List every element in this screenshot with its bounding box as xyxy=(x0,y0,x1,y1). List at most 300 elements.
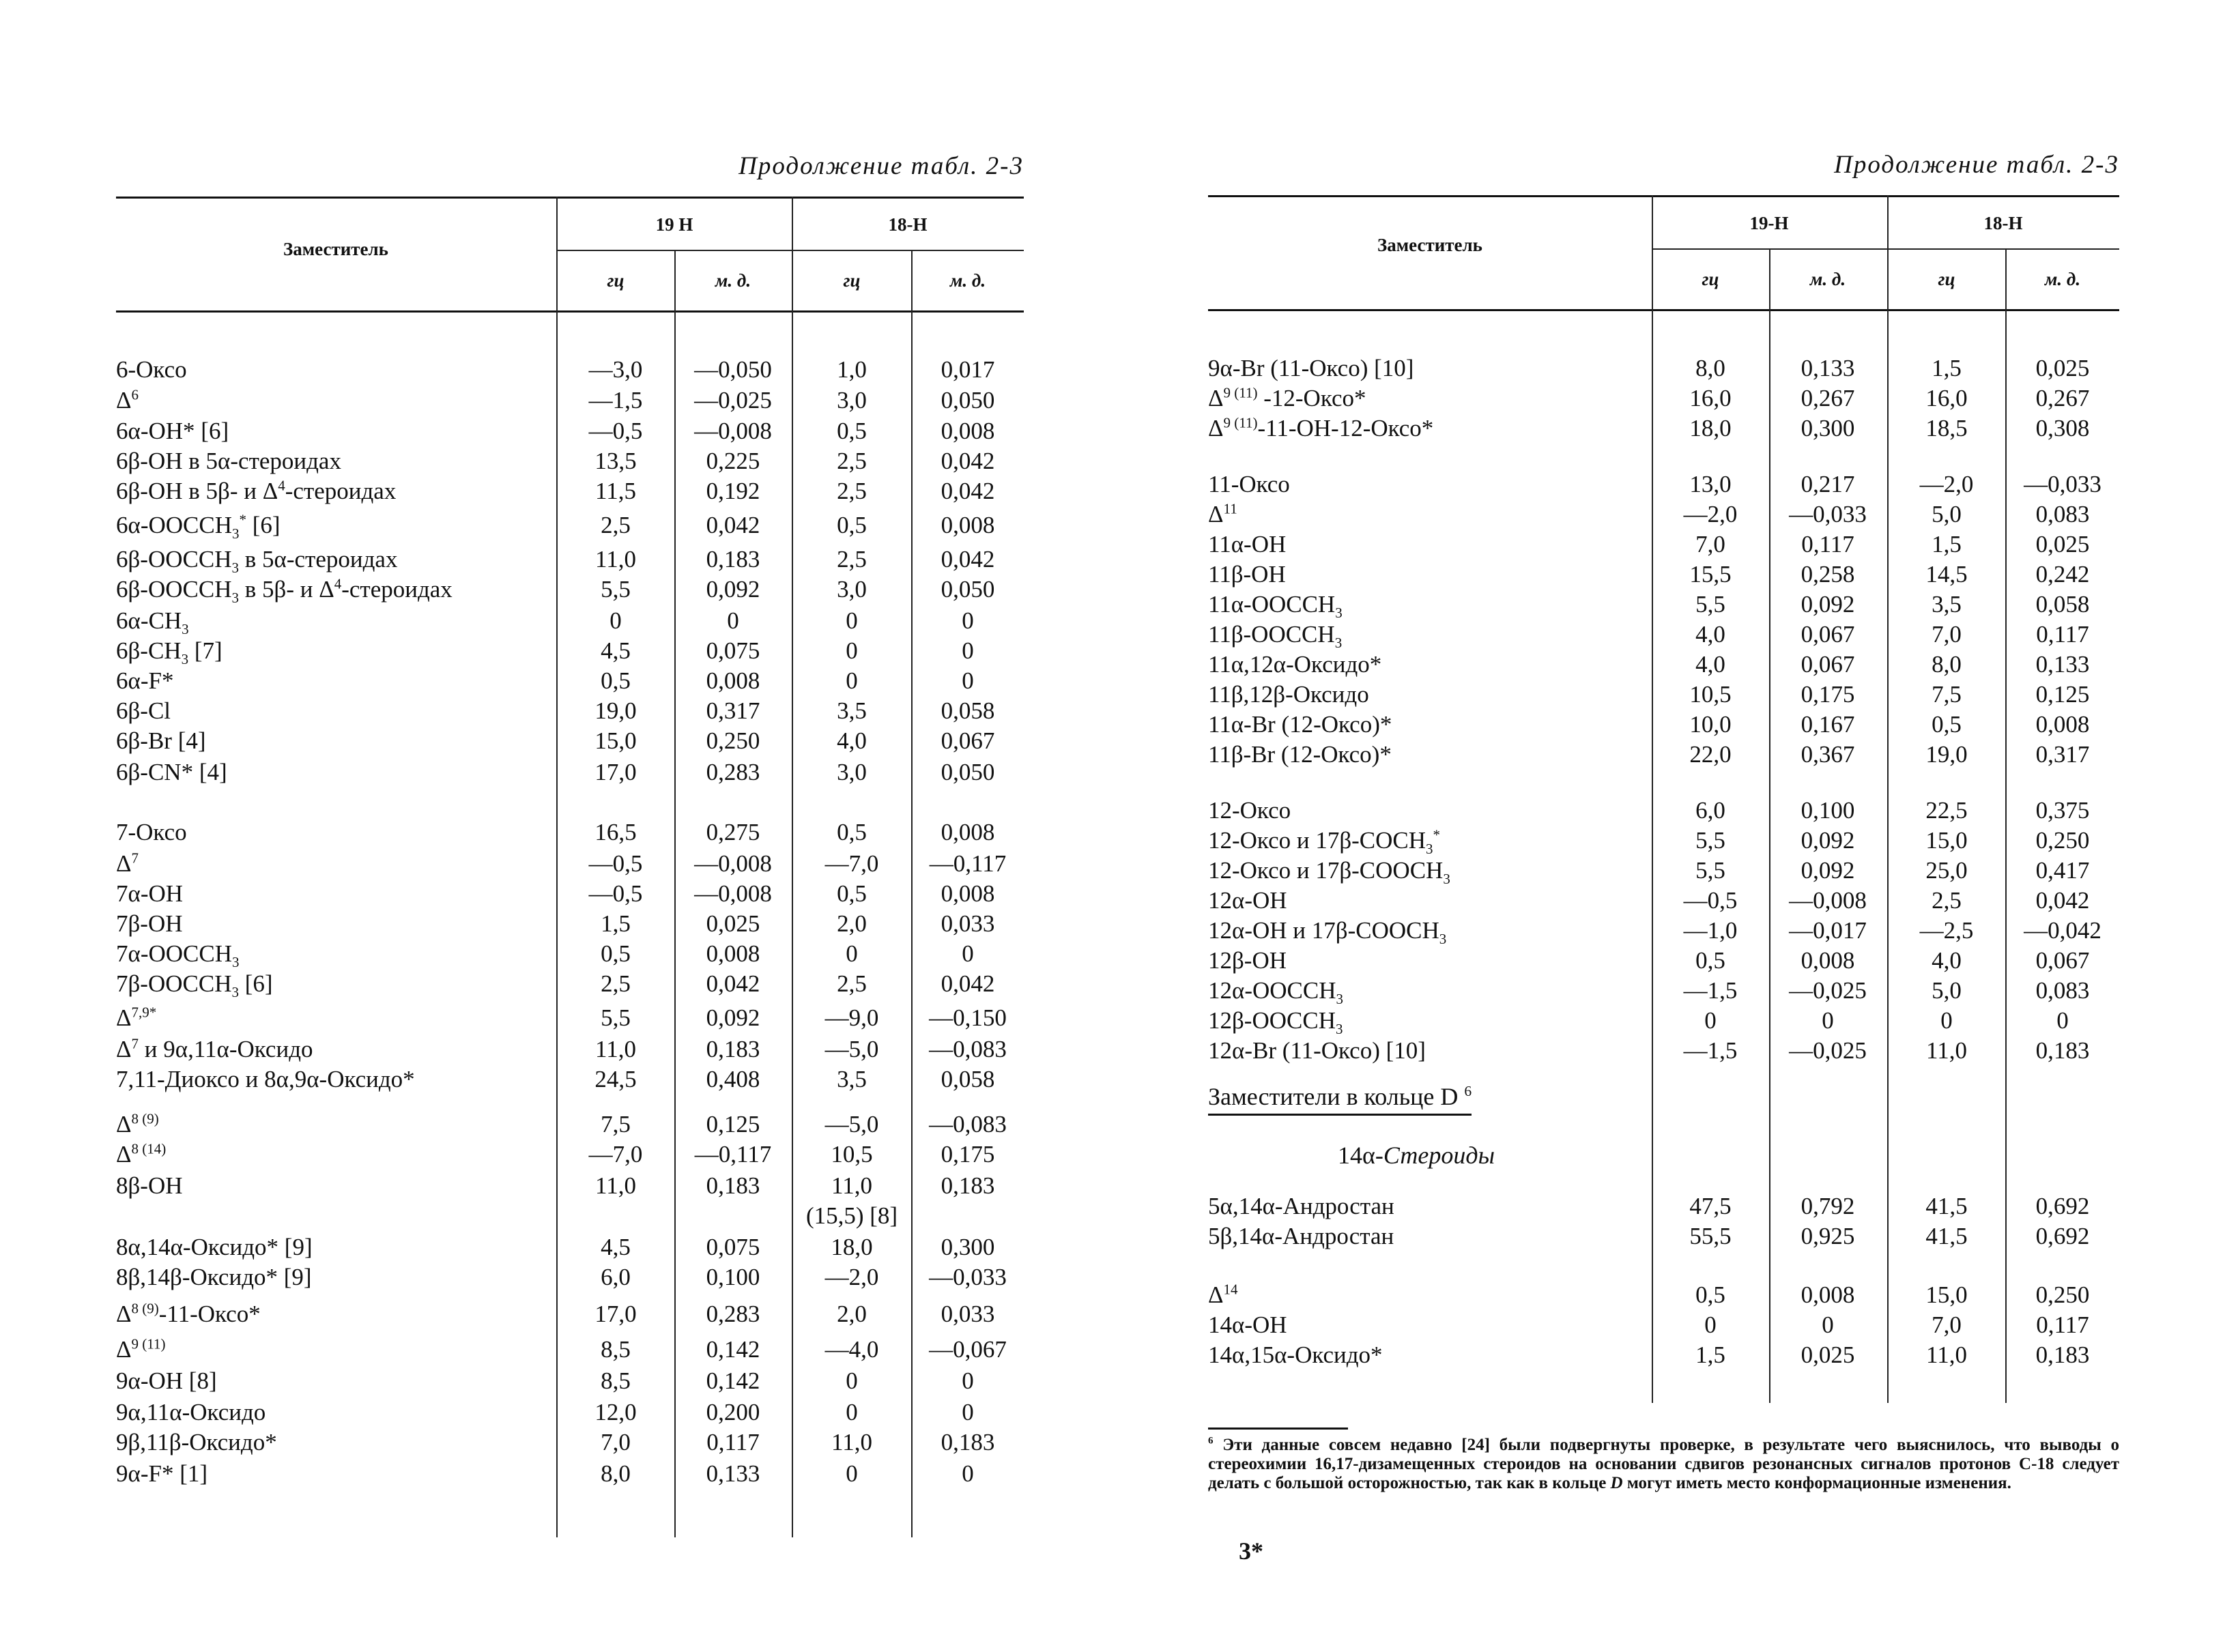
19h-hz-cell: 4,0 xyxy=(1695,621,1725,648)
19h-hz-cell: 10,5 xyxy=(1689,681,1732,708)
18h-ppm-cell: 0,008 xyxy=(941,880,995,907)
substituent-cell: $\Delta^{8 (9)}$ xyxy=(116,1110,159,1137)
19h-hz-cell: 4,5 xyxy=(601,1234,631,1260)
18h-hz-cell: 11,0 xyxy=(831,1172,872,1199)
18h-hz-cell: (15,5) [8] xyxy=(805,1202,898,1229)
19h-ppm-cell: 0,275 xyxy=(706,819,760,845)
left-table-row xyxy=(116,386,1024,416)
left-table-row xyxy=(116,817,1024,847)
18h-hz-cell: 0 xyxy=(846,637,858,664)
19h-ppm-cell: 0,092 xyxy=(706,576,760,603)
19h-ppm-cell: 0,283 xyxy=(706,1301,760,1327)
19h-ppm-cell: 0,008 xyxy=(706,667,760,694)
left-table-row xyxy=(116,1003,1024,1033)
18h-ppm-cell: 0,375 xyxy=(2035,797,2090,824)
18h-hz-cell: 0 xyxy=(846,1399,858,1425)
left-table-row xyxy=(116,1459,1024,1489)
19h-ppm-cell: 0,067 xyxy=(1801,651,1855,678)
19h-ppm-cell: —0,008 xyxy=(694,418,772,444)
18h-ppm-cell: 0,183 xyxy=(941,1172,995,1199)
left-table-row xyxy=(116,510,1024,540)
19h-ppm-cell: 0,167 xyxy=(1801,711,1855,738)
18h-ppm-cell: —0,042 xyxy=(2024,917,2101,944)
right-table-row xyxy=(1208,796,2119,826)
19h-ppm-cell: 0 xyxy=(727,607,739,634)
19h-ppm-cell: —0,117 xyxy=(694,1141,772,1168)
left-table-row xyxy=(116,606,1024,636)
substituent-cell: 14α-OH xyxy=(1208,1312,1287,1338)
19h-hz-cell: 4,5 xyxy=(601,637,631,664)
18h-hz-cell: 7,0 xyxy=(1932,1312,1962,1338)
left-table-row xyxy=(116,666,1024,696)
19h-hz-cell: 0,5 xyxy=(1695,947,1725,974)
19h-hz-cell: 10,0 xyxy=(1689,711,1732,738)
18h-ppm-cell: 0,042 xyxy=(941,546,995,573)
left-table-row xyxy=(116,1262,1024,1292)
19h-ppm-cell: 0,217 xyxy=(1801,471,1855,497)
header-18h-ppm: м. д. xyxy=(949,270,986,291)
18h-ppm-cell: 0,183 xyxy=(2035,1037,2090,1064)
19h-ppm-cell: 0,042 xyxy=(706,512,760,538)
18h-hz-cell: —4,0 xyxy=(824,1336,879,1363)
18h-ppm-cell: 0,050 xyxy=(941,576,995,603)
18h-ppm-cell: 0 xyxy=(962,1399,974,1425)
substituent-cell: 12-Оксо и $17\beta-COCH_3^*$ xyxy=(1208,826,1441,857)
19h-ppm-cell: 0,250 xyxy=(706,727,760,754)
18h-hz-cell: 0 xyxy=(846,940,858,967)
left-table-row xyxy=(116,726,1024,756)
19h-ppm-cell: 0,192 xyxy=(706,478,760,504)
header-19h-right: 19-Н xyxy=(1749,213,1789,233)
18h-hz-cell: 0,5 xyxy=(1932,711,1962,738)
19h-hz-cell: 7,0 xyxy=(601,1429,631,1455)
substituent-cell: 5β,14α-Андростан xyxy=(1208,1223,1394,1249)
18h-hz-cell: 0,5 xyxy=(837,880,867,907)
19h-ppm-cell: 0,042 xyxy=(706,970,760,997)
table-caption-right: Продолжение табл. 2-3 xyxy=(1834,151,2119,179)
right-table-row xyxy=(1208,1280,2119,1310)
18h-ppm-cell: 0,008 xyxy=(941,512,995,538)
18h-ppm-cell: 0,042 xyxy=(2035,887,2090,914)
19h-hz-cell: 19,0 xyxy=(594,697,637,724)
19h-hz-cell: 5,5 xyxy=(1695,857,1725,884)
left-table-row xyxy=(116,849,1024,879)
19h-hz-cell: —0,5 xyxy=(588,418,643,444)
19h-ppm-cell: 0,025 xyxy=(706,910,760,937)
18h-hz-cell: 3,5 xyxy=(837,697,867,724)
substituent-cell: 12-Оксо и $17\beta-COOCH_3$ xyxy=(1208,857,1450,887)
substituent-cell: 8β,14β-Оксидо* [9] xyxy=(116,1264,312,1290)
19h-ppm-cell: 0,008 xyxy=(706,940,760,967)
19h-hz-cell: 5,5 xyxy=(601,1004,631,1031)
substituent-cell: 11α-OH xyxy=(1208,531,1287,557)
left-table-row xyxy=(116,1110,1024,1140)
page-number: 3* xyxy=(1239,1537,1263,1565)
19h-hz-cell: 4,0 xyxy=(1695,651,1725,678)
19h-ppm-cell: 0,792 xyxy=(1801,1193,1855,1219)
19h-ppm-cell: 0,367 xyxy=(1801,741,1855,768)
right-table-row xyxy=(1208,976,2119,1006)
substituent-cell: $7\alpha-OOCCH_3$ xyxy=(116,940,240,970)
right-table-row xyxy=(1208,856,2119,886)
19h-hz-cell: 11,5 xyxy=(595,478,636,504)
18h-ppm-cell: 0,133 xyxy=(2035,651,2090,678)
left-table-row xyxy=(116,1366,1024,1396)
18h-hz-cell: 0,5 xyxy=(837,512,867,538)
19h-hz-cell: —1,5 xyxy=(1683,977,1738,1004)
19h-ppm-cell: 0,008 xyxy=(1801,1281,1855,1308)
18h-hz-cell: 2,5 xyxy=(837,970,867,997)
left-table-row xyxy=(116,545,1024,575)
19h-hz-cell: 5,5 xyxy=(1695,591,1725,618)
19h-hz-cell: 5,5 xyxy=(1695,827,1725,854)
18h-hz-cell: 8,0 xyxy=(1932,651,1962,678)
18h-ppm-cell: 0 xyxy=(962,940,974,967)
19h-ppm-cell: —0,025 xyxy=(694,387,772,414)
19h-hz-cell: 1,5 xyxy=(1695,1342,1725,1368)
19h-ppm-cell: —0,050 xyxy=(694,356,772,383)
19h-hz-cell: —3,0 xyxy=(588,356,643,383)
left-table-row xyxy=(116,1232,1024,1262)
18h-hz-cell: 19,0 xyxy=(1925,741,1968,768)
right-table-row xyxy=(1208,414,2119,444)
18h-ppm-cell: —0,150 xyxy=(929,1004,1007,1031)
19h-ppm-cell: 0,092 xyxy=(706,1004,760,1031)
18h-ppm-cell: 0,008 xyxy=(2035,711,2090,738)
19h-hz-cell: —0,5 xyxy=(588,880,643,907)
19h-ppm-cell: 0,117 xyxy=(1801,531,1854,557)
19h-hz-cell: 24,5 xyxy=(594,1066,637,1092)
19h-ppm-cell: 0,183 xyxy=(706,546,760,573)
18h-ppm-cell: —0,067 xyxy=(929,1336,1007,1363)
18h-hz-cell: 3,0 xyxy=(837,759,867,785)
19h-ppm-cell: 0,100 xyxy=(706,1264,760,1290)
19h-hz-cell: 0 xyxy=(1704,1007,1717,1034)
substituent-cell: 6β-Cl xyxy=(116,697,171,724)
left-table-row xyxy=(116,757,1024,787)
left-table-row xyxy=(116,696,1024,726)
18h-ppm-cell: 0 xyxy=(962,667,974,694)
18h-ppm-cell: 0,300 xyxy=(941,1234,995,1260)
substituent-cell: $\Delta^7$ и 9α,11α-Оксидо xyxy=(116,1035,313,1062)
18h-hz-cell: 0 xyxy=(846,1460,858,1487)
substituent-cell: $6\beta-OOCCH_3$ в 5β- и $\Delta^4$-стероидах xyxy=(116,575,453,606)
19h-ppm-cell: 0,283 xyxy=(706,759,760,785)
18h-ppm-cell: —0,033 xyxy=(929,1264,1007,1290)
18h-ppm-cell: —0,083 xyxy=(929,1036,1007,1062)
19h-ppm-cell: 0,075 xyxy=(706,1234,760,1260)
19h-hz-cell: —1,0 xyxy=(1683,917,1738,944)
19h-ppm-cell: 0,925 xyxy=(1801,1223,1855,1249)
left-table-row xyxy=(116,1201,1024,1231)
header-18h-right: 18-Н xyxy=(1983,213,2023,233)
right-table-row xyxy=(1208,946,2119,976)
header-19h-ppm: м. д. xyxy=(715,270,751,291)
left-table-row xyxy=(116,1397,1024,1428)
18h-hz-cell: 7,5 xyxy=(1932,681,1962,708)
right-table-row xyxy=(1208,916,2119,946)
18h-hz-cell: 41,5 xyxy=(1925,1193,1968,1219)
right-table-row xyxy=(1208,650,2119,680)
19h-hz-cell: 55,5 xyxy=(1689,1223,1732,1249)
19h-hz-cell: —1,5 xyxy=(588,387,643,414)
right-table-row xyxy=(1208,383,2119,414)
18h-ppm-cell: 0,083 xyxy=(2035,501,2090,527)
18h-hz-cell: —2,0 xyxy=(1919,471,1974,497)
substituent-cell: 11β-Br (12-Оксо)* xyxy=(1208,741,1392,768)
18h-ppm-cell: 0,050 xyxy=(941,759,995,785)
header-19h-ppm-right: м. д. xyxy=(1809,269,1846,289)
18h-hz-cell: 41,5 xyxy=(1925,1223,1968,1249)
19h-ppm-cell: 0 xyxy=(1822,1312,1834,1338)
substituent-cell: $\Delta^6$ xyxy=(116,386,139,414)
substituent-cell: $\Delta^{8 (9)}-11-Оксо*$ xyxy=(116,1300,261,1327)
substituent-cell: 11-Оксо xyxy=(1208,471,1290,497)
left-table-row xyxy=(116,1064,1024,1095)
18h-hz-cell: 0,5 xyxy=(837,418,867,444)
header-18h-hz-right: гц xyxy=(1938,269,1955,289)
substituent-cell: 6β-OH в 5α-стероидах xyxy=(116,448,341,474)
header-18h-hz: гц xyxy=(843,270,861,291)
header-18h: 18-Н xyxy=(888,214,928,235)
right-table-row xyxy=(1208,469,2119,499)
18h-ppm-cell: 0 xyxy=(2056,1007,2069,1034)
substituent-cell: $12\beta-OOCCH_3$ xyxy=(1208,1007,1343,1037)
left-table-row xyxy=(116,355,1024,385)
substituent-cell: 8β-OH xyxy=(116,1172,183,1199)
19h-hz-cell: 0,5 xyxy=(601,667,631,694)
19h-hz-cell: 17,0 xyxy=(594,759,637,785)
substituent-cell: $\Delta^{14}$ xyxy=(1208,1281,1238,1308)
19h-hz-cell: 5,5 xyxy=(601,576,631,603)
18h-hz-cell: —5,0 xyxy=(824,1036,879,1062)
substituent-cell: 9α,11α-Оксидо xyxy=(116,1399,266,1425)
19h-hz-cell: 6,0 xyxy=(1695,797,1725,824)
substituent-cell: 7-Оксо xyxy=(116,819,187,845)
substituent-cell: 9α-OH [8] xyxy=(116,1367,217,1394)
substituent-cell: 6α-OH* [6] xyxy=(116,418,229,444)
19h-ppm-cell: —0,008 xyxy=(694,850,772,877)
18h-hz-cell: 11,0 xyxy=(831,1429,872,1455)
18h-hz-cell: 18,5 xyxy=(1925,415,1968,441)
right-table-row xyxy=(1208,1310,2119,1340)
section-ring-d: Заместители в кольце D $^6$ xyxy=(1208,1082,1472,1116)
18h-hz-cell: —9,0 xyxy=(824,1004,879,1031)
substituent-cell: $11\beta-OOCCH_3$ xyxy=(1208,621,1343,651)
19h-hz-cell: 11,0 xyxy=(595,1172,636,1199)
18h-hz-cell: 2,0 xyxy=(837,1301,867,1327)
18h-ppm-cell: 0,042 xyxy=(941,970,995,997)
18h-hz-cell: 0 xyxy=(846,1367,858,1394)
left-table-row xyxy=(116,1171,1024,1201)
18h-ppm-cell: 0,117 xyxy=(2036,1312,2089,1338)
header-substituent: Заместитель xyxy=(283,239,388,259)
19h-hz-cell: 17,0 xyxy=(594,1301,637,1327)
18h-ppm-cell: —0,083 xyxy=(929,1111,1007,1137)
18h-ppm-cell: 0,025 xyxy=(2035,355,2090,381)
18h-ppm-cell: 0,183 xyxy=(941,1429,995,1455)
substituent-cell: 12β-OH xyxy=(1208,947,1287,974)
19h-hz-cell: —0,5 xyxy=(1683,887,1738,914)
18h-ppm-cell: —0,117 xyxy=(929,850,1007,877)
substituent-cell: 7α-OH xyxy=(116,880,184,907)
19h-hz-cell: 22,0 xyxy=(1689,741,1732,768)
18h-hz-cell: 3,0 xyxy=(837,576,867,603)
19h-ppm-cell: 0,092 xyxy=(1801,591,1855,618)
19h-hz-cell: 0,5 xyxy=(601,940,631,967)
19h-ppm-cell: —0,017 xyxy=(1789,917,1867,944)
substituent-cell: $\Delta^{7,9*}$ xyxy=(116,1004,157,1031)
18h-ppm-cell: 0 xyxy=(962,607,974,634)
19h-hz-cell: —1,5 xyxy=(1683,1037,1738,1064)
substituent-cell: $\Delta^{8 (14)}$ xyxy=(116,1140,167,1168)
19h-hz-cell: 11,0 xyxy=(595,546,636,573)
18h-hz-cell: 2,5 xyxy=(837,546,867,573)
18h-ppm-cell: 0,025 xyxy=(2035,531,2090,557)
19h-ppm-cell: 0,067 xyxy=(1801,621,1855,648)
18h-hz-cell: —2,5 xyxy=(1919,917,1974,944)
19h-ppm-cell: 0,300 xyxy=(1801,415,1855,441)
left-table-row xyxy=(116,575,1024,605)
18h-hz-cell: —7,0 xyxy=(824,850,879,877)
18h-hz-cell: 3,0 xyxy=(837,387,867,414)
right-table-row xyxy=(1208,826,2119,856)
19h-ppm-cell: 0,133 xyxy=(1801,355,1855,381)
substituent-cell: 12-Оксо xyxy=(1208,797,1291,824)
19h-hz-cell: 13,0 xyxy=(1689,471,1732,497)
table-body-left xyxy=(116,313,1024,1537)
19h-ppm-cell: 0,267 xyxy=(1801,385,1855,411)
18h-ppm-cell: 0,267 xyxy=(2035,385,2090,411)
right-table-row xyxy=(1208,1221,2119,1251)
18h-ppm-cell: 0,058 xyxy=(2035,591,2090,618)
19h-ppm-cell: 0 xyxy=(1822,1007,1834,1034)
18h-ppm-cell: 0,250 xyxy=(2035,827,2090,854)
substituent-cell: 11α-Br (12-Оксо)* xyxy=(1208,711,1392,738)
substituent-cell: $\Delta^{9 (11)}$ xyxy=(116,1335,166,1363)
substituent-cell: 8α,14α-Оксидо* [9] xyxy=(116,1234,313,1260)
18h-hz-cell: 4,0 xyxy=(837,727,867,754)
18h-hz-cell: 11,0 xyxy=(1926,1342,1967,1368)
18h-hz-cell: 11,0 xyxy=(1926,1037,1967,1064)
substituent-cell: 6-Оксо xyxy=(116,356,187,383)
19h-hz-cell: 16,5 xyxy=(594,819,637,845)
substituent-cell: $6\alpha-CH_3$ xyxy=(116,607,189,637)
substituent-cell: $\Delta^7$ xyxy=(116,850,139,877)
19h-ppm-cell: —0,025 xyxy=(1789,977,1867,1004)
18h-ppm-cell: 0,692 xyxy=(2035,1223,2090,1249)
table-body-right xyxy=(1208,311,2119,1403)
18h-hz-cell: 1,0 xyxy=(837,356,867,383)
right-table-row xyxy=(1208,560,2119,590)
18h-hz-cell: 16,0 xyxy=(1925,385,1968,411)
18h-hz-cell: 0 xyxy=(1940,1007,1953,1034)
substituent-cell: 9β,11β-Оксидо* xyxy=(116,1429,277,1455)
19h-hz-cell: 0 xyxy=(1704,1312,1717,1338)
19h-ppm-cell: —0,033 xyxy=(1789,501,1867,527)
19h-ppm-cell: 0,092 xyxy=(1801,827,1855,854)
19h-ppm-cell: —0,008 xyxy=(694,880,772,907)
left-table-row xyxy=(116,909,1024,939)
19h-hz-cell: 8,5 xyxy=(601,1367,631,1394)
footnote-rule xyxy=(1208,1428,1348,1430)
19h-ppm-cell: 0,100 xyxy=(1801,797,1855,824)
substituent-cell: 12α-Br (11-Оксо) [10] xyxy=(1208,1037,1426,1064)
right-table-row xyxy=(1208,710,2119,740)
19h-ppm-cell: 0,408 xyxy=(706,1066,760,1092)
18h-hz-cell: 5,0 xyxy=(1932,501,1962,527)
18h-ppm-cell: 0,242 xyxy=(2035,561,2090,588)
18h-hz-cell: 15,0 xyxy=(1925,1281,1968,1308)
substituent-cell: 11β-OH xyxy=(1208,561,1286,588)
18h-ppm-cell: 0 xyxy=(962,1460,974,1487)
right-table-row xyxy=(1208,620,2119,650)
18h-hz-cell: 2,5 xyxy=(837,478,867,504)
header-substituent-right: Заместитель xyxy=(1377,235,1482,255)
18h-ppm-cell: 0,067 xyxy=(2035,947,2090,974)
right-table-row xyxy=(1208,740,2119,770)
18h-hz-cell: 1,5 xyxy=(1932,355,1962,381)
19h-hz-cell: 0,5 xyxy=(1695,1281,1725,1308)
18h-hz-cell: 22,5 xyxy=(1925,797,1968,824)
19h-hz-cell: 2,5 xyxy=(601,512,631,538)
18h-ppm-cell: 0,175 xyxy=(941,1141,995,1168)
19h-ppm-cell: 0,092 xyxy=(1801,857,1855,884)
19h-hz-cell: —0,5 xyxy=(588,850,643,877)
left-table-row xyxy=(116,1140,1024,1170)
18h-ppm-cell: 0,042 xyxy=(941,478,995,504)
19h-ppm-cell: 0,075 xyxy=(706,637,760,664)
18h-ppm-cell: —0,033 xyxy=(2024,471,2101,497)
18h-hz-cell: 18,0 xyxy=(831,1234,873,1260)
18h-hz-cell: 10,5 xyxy=(831,1141,873,1168)
substituent-cell: $\Delta^{9 (11)}$ -12-Оксо* xyxy=(1208,384,1366,411)
left-table-row xyxy=(116,939,1024,969)
18h-hz-cell: 7,0 xyxy=(1932,621,1962,648)
18h-ppm-cell: 0,033 xyxy=(941,1301,995,1327)
19h-hz-cell: 15,5 xyxy=(1689,561,1732,588)
substituent-cell: 7β-OH xyxy=(116,910,183,937)
18h-hz-cell: 25,0 xyxy=(1925,857,1968,884)
left-table-row xyxy=(116,1335,1024,1365)
18h-ppm-cell: 0 xyxy=(962,1367,974,1394)
18h-ppm-cell: 0,042 xyxy=(941,448,995,474)
18h-ppm-cell: 0,183 xyxy=(2035,1342,2090,1368)
substituent-cell: 14α,15α-Оксидо* xyxy=(1208,1342,1383,1368)
substituent-cell: $6\beta-OOCCH_3$ в 5α-стероидах xyxy=(116,546,398,576)
table-header-left xyxy=(116,197,1024,313)
19h-hz-cell: —2,0 xyxy=(1683,501,1738,527)
18h-ppm-cell: 0 xyxy=(962,637,974,664)
19h-hz-cell: 13,5 xyxy=(594,448,637,474)
18h-ppm-cell: 0,317 xyxy=(2035,741,2090,768)
header-19h-hz: гц xyxy=(607,270,625,291)
18h-ppm-cell: 0,050 xyxy=(941,387,995,414)
18h-hz-cell: 1,5 xyxy=(1932,531,1962,557)
section-14a-steroids: 14α-Стероиды xyxy=(1338,1142,1495,1169)
substituent-cell: 9α-F* [1] xyxy=(116,1460,208,1487)
19h-hz-cell: 0 xyxy=(609,607,622,634)
substituent-cell: $\Delta^{9 (11)}-11-OH-12-Оксо*$ xyxy=(1208,414,1434,441)
19h-hz-cell: 7,0 xyxy=(1695,531,1725,557)
substituent-cell: $11\alpha-OOCCH_3$ xyxy=(1208,591,1343,621)
left-table-row xyxy=(116,1034,1024,1064)
18h-hz-cell: 0 xyxy=(846,667,858,694)
19h-hz-cell: 8,5 xyxy=(601,1336,631,1363)
substituent-cell: 5α,14α-Андростан xyxy=(1208,1193,1394,1219)
substituent-cell: 12α-OH xyxy=(1208,887,1287,914)
left-table-row xyxy=(116,879,1024,909)
